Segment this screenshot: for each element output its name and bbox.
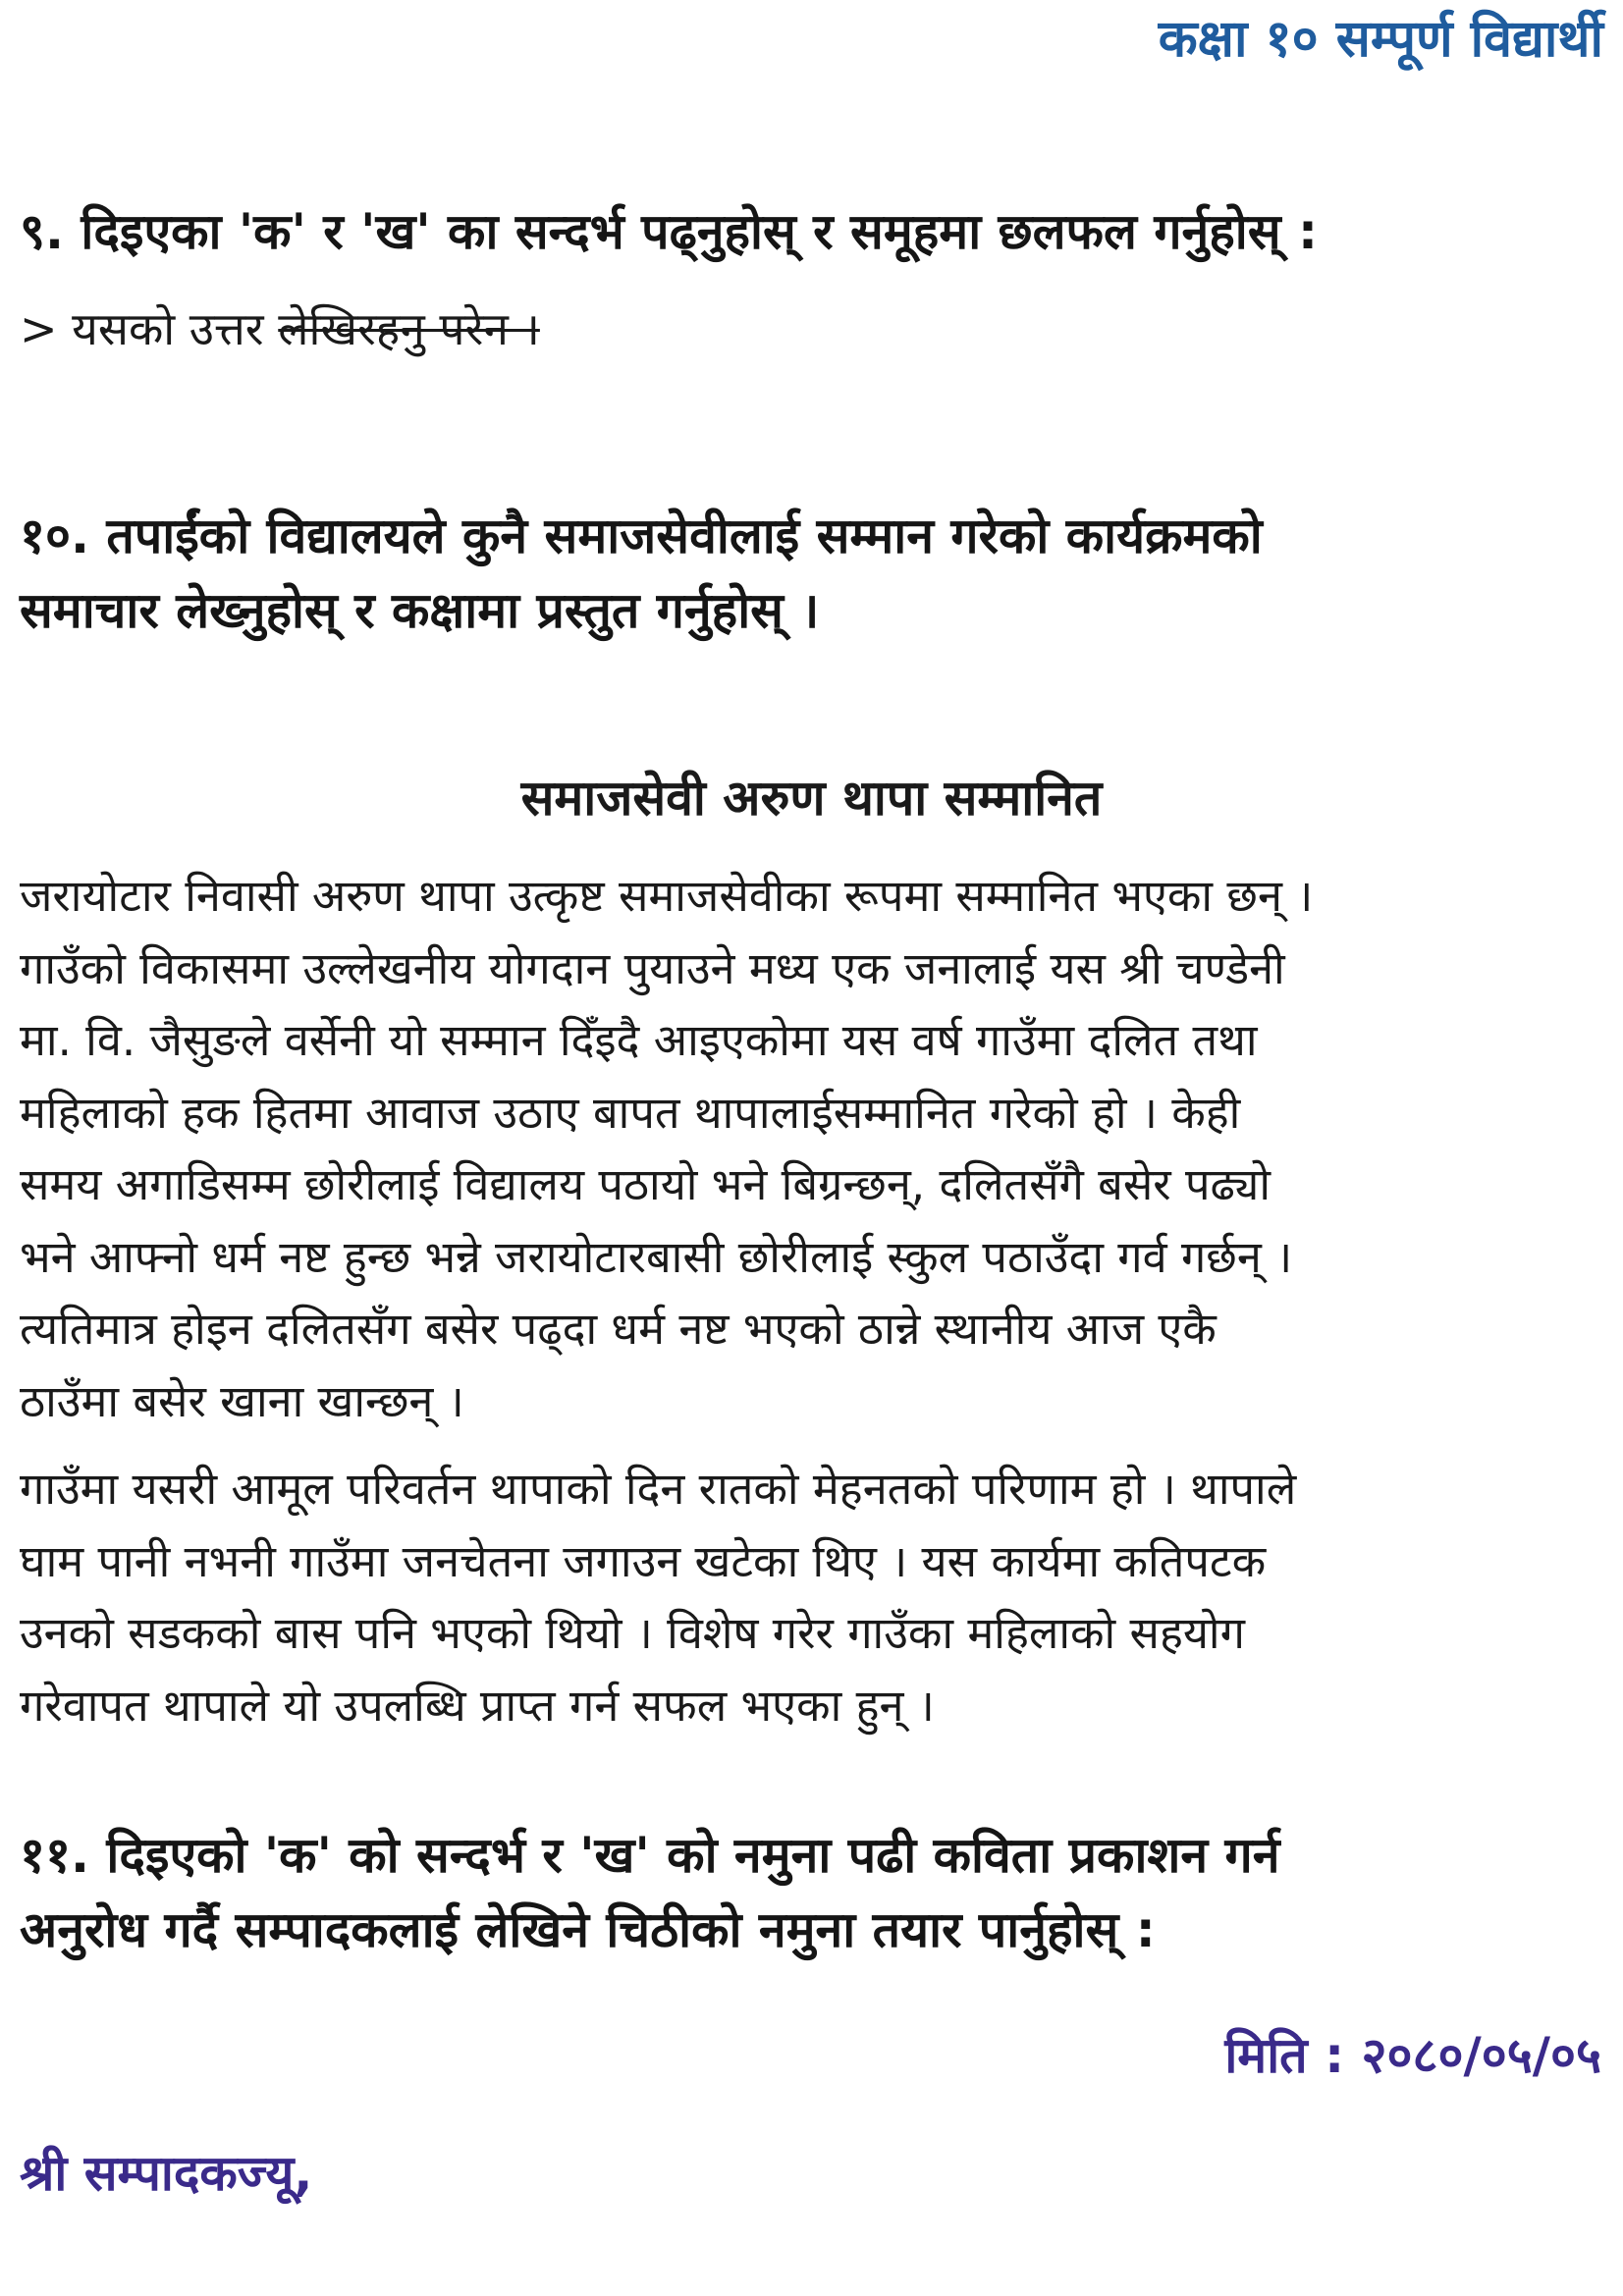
question-10-line: १०. तपाईंको विद्यालयले कुनै समाजसेवीलाई सम्मान गरेको कार्यक्रमको <box>20 507 1263 564</box>
paragraph-line: उनको सडकको बास पनि भएको थियो । विशेष गरेर गाउँका महिलाको सहयोग <box>20 1607 1245 1659</box>
news-paragraph-1 <box>20 860 1605 1437</box>
paragraph-line: समय अगाडिसम्म छोरीलाई विद्यालय पठायो भने बिग्रन्छन्, दलितसँगै बसेर पढ्यो <box>20 1158 1271 1210</box>
question-9: ९. दिइएका 'क' र 'ख' का सन्दर्भ पढ्नुहोस् र समूहमा छलफल गर्नुहोस् : <box>20 203 1318 260</box>
news-headline: समाजसेवी अरुण थापा सम्मानित <box>520 770 1103 827</box>
paragraph-line: मा. वि. जैसुङले वर्सेनी यो सम्मान दिँइदै आइएकोमा यस वर्ष गाउँमा दलित तथा <box>20 1014 1258 1066</box>
paragraph-line: गाउँको विकासमा उल्लेखनीय योगदान पुयाउने मध्य एक जनालाई यस श्री चण्डेनी <box>20 941 1285 994</box>
paragraph-line: त्यतिमात्र होइन दलितसँग बसेर पढ्दा धर्म नष्ट भएको ठान्ने स्थानीय आज एकै <box>20 1303 1217 1355</box>
question-9-answer <box>20 294 540 363</box>
question-11-line: ११. दिइएको 'क' को सन्दर्भ र 'ख' को नमुना पढी कविता प्रकाशन गर्न <box>20 1827 1280 1884</box>
class-header: कक्षा १० सम्पूर्ण विद्यार्थी <box>1158 10 1603 69</box>
answer-prefix: > यसको उत्तर <box>20 302 279 355</box>
letter-date: मिति : २०८०/०५/०५ <box>1224 2027 1601 2084</box>
paragraph-line: भने आफ्नो धर्म नष्ट हुन्छ भन्ने जरायोटारबासी छोरीलाई स्कुल पठाउँदा गर्व गर्छन् । <box>20 1230 1293 1283</box>
paragraph-line: ठाउँमा बसेर खाना खान्छन् । <box>20 1374 464 1427</box>
question-10 <box>20 499 1600 648</box>
letter-salutation: श्री सम्पादकज्यू, <box>20 2145 313 2202</box>
paragraph-line: महिलाको हक हितमा आवाज उठाए बापत थापालाईसम्मानित गरेको हो । केही <box>20 1086 1241 1139</box>
paragraph-line: गरेवापत थापाले यो उपलब्धि प्राप्त गर्न सफल भएका हुन् । <box>20 1679 935 1732</box>
question-10-line: समाचार लेख्नुहोस् र कक्षामा प्रस्तुत गर्नुहोस् । <box>20 582 820 639</box>
question-11 <box>20 1818 1600 1967</box>
answer-struck-text: लेखिरहनु परेन । <box>278 302 540 355</box>
paragraph-line: घाम पानी नभनी गाउँमा जनचेतना जगाउन खटेका थिए । यस कार्यमा कतिपटक <box>20 1534 1267 1587</box>
news-paragraph-2 <box>20 1453 1605 1741</box>
question-11-line: अनुरोध गर्दै सम्पादकलाई लेखिने चिठीको नमुना तयार पार्नुहोस् : <box>20 1901 1156 1958</box>
paragraph-line: गाउँमा यसरी आमूल परिवर्तन थापाको दिन रातको मेहनतको परिणाम हो । थापाले <box>20 1463 1297 1515</box>
paragraph-line: जरायोटार निवासी अरुण थापा उत्कृष्ट समाजसेवीका रूपमा सम्मानित भएका छन् । <box>20 870 1314 922</box>
